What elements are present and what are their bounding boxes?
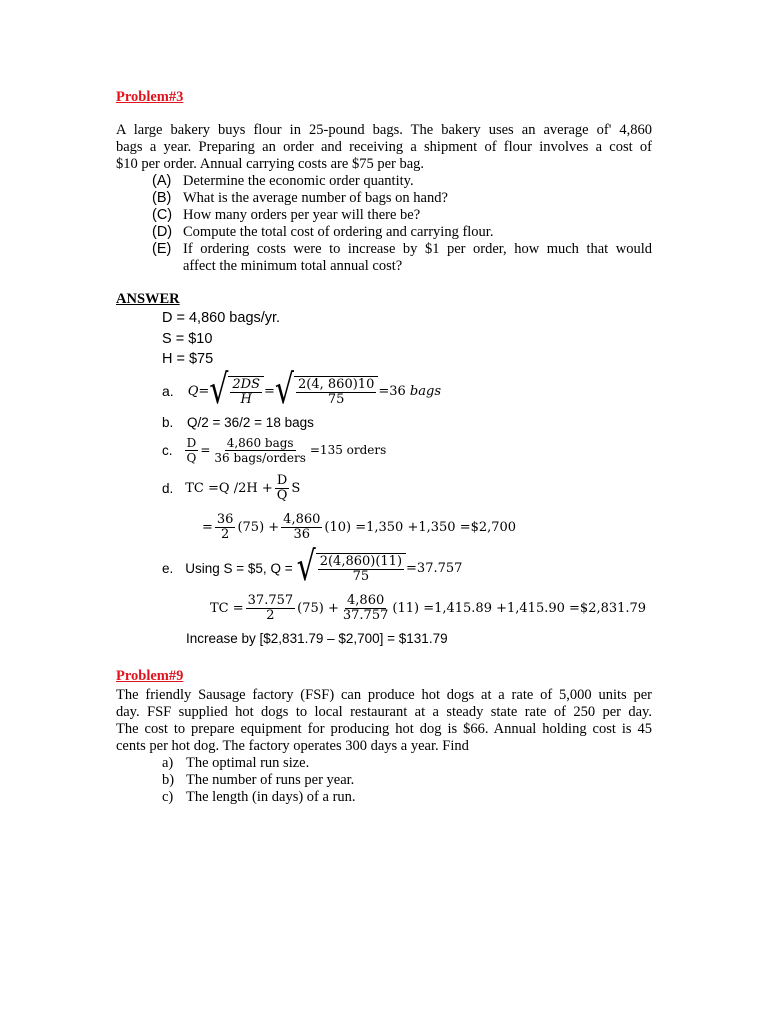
eoq-symbol: Q — [187, 383, 199, 399]
orders-formula-denominator: Q — [186, 450, 197, 465]
eoq-values-denominator: 75 — [327, 391, 345, 407]
problem-3-title: Problem#3 — [116, 89, 184, 105]
answer-c: c. $\frac{D}{Q}$ = $\frac{\text{4,860 bags}}{\text{36 bags/orders}}$ =135 orders — [162, 435, 387, 465]
new-tc-n2: 4,860 — [347, 592, 385, 608]
new-eoq-sqrt: √ $\frac{2(4,860)(11)}{75}$ — [297, 553, 406, 584]
orders-values-denominator: 36 bags/orders — [214, 450, 306, 465]
new-tc-n1: 37.757 — [247, 592, 294, 608]
p9-question-b-label: b) — [162, 772, 175, 788]
new-tc-d2: 37.757 — [342, 607, 389, 623]
tc-d1: 2 — [221, 526, 230, 542]
eoq-formula-numerator: 2DS — [232, 376, 260, 392]
answer-a — [162, 366, 441, 414]
answer-d-calc — [202, 509, 516, 545]
given-holding-cost: H = $75 — [162, 351, 214, 367]
eoq-values-sqrt: √ $\frac{2(4, 860)10}{75}$ — [275, 376, 378, 407]
p9-question-c-text: The length (in days) of a run. — [186, 789, 356, 805]
answer-a-label: a. — [162, 382, 174, 399]
question-a-text: Determine the economic order quantity. — [183, 173, 414, 189]
answer-heading: ANSWER — [116, 291, 180, 307]
question-a-label: (A) — [152, 173, 172, 189]
eoq-values-numerator: 2(4, 860)10 — [298, 376, 375, 392]
question-b-label: (B) — [152, 190, 172, 206]
new-tc-m2: (11) =1,415.89 +1,415.90 =$2,831.79 — [392, 600, 647, 616]
problem-3-line-3: $10 per order. Annual carrying costs are $75 per bag. — [116, 156, 425, 172]
p9-question-a-label: a) — [162, 755, 174, 771]
answer-e-intro: Using S = $5, Q = — [185, 560, 293, 576]
tc-formula-numerator: D — [276, 472, 288, 488]
tc-m2: (10) =1,350 +1,350 =$2,700 — [324, 519, 517, 535]
problem-9-line-1: The friendly Sausage factory (FSF) can produce hot dogs at a rate of 5,000 units per — [116, 687, 652, 703]
answer-e-label: e. — [162, 560, 174, 576]
tc-formula-s: S — [291, 480, 301, 496]
question-d-text: Compute the total cost of ordering and carrying flour. — [183, 224, 494, 240]
tc-d2: 36 — [293, 526, 311, 542]
orders-result: =135 orders — [309, 442, 387, 457]
eoq-result: =36 — [378, 383, 406, 399]
problem-9-line-2: day. FSF supplied hot dogs to local restaurant at a steady state rate of 250 per day. — [116, 704, 652, 720]
problem-9-title: Problem#9 — [116, 668, 184, 684]
question-c-text: How many orders per year will there be? — [183, 207, 421, 223]
question-e-text: If ordering costs were to increase by $1 per order, how much that would — [183, 241, 652, 257]
new-tc-label: TC = — [210, 600, 244, 616]
new-tc-m1: (75) + — [297, 600, 339, 616]
tc-n2: 4,860 — [283, 511, 321, 527]
problem-3-line-1: A large bakery buys flour in 25-pound bags. The bakery uses an average of' 4,860 — [116, 122, 652, 138]
p9-question-c-label: c) — [162, 789, 174, 805]
p9-question-a-text: The optimal run size. — [186, 755, 310, 771]
new-tc-d1: 2 — [266, 607, 275, 623]
question-d-label: (D) — [152, 224, 173, 240]
answer-b-text: Q/2 = 36/2 = 18 bags — [187, 415, 314, 430]
question-e-text-cont: affect the minimum total annual cost? — [183, 258, 403, 274]
answer-c-label: c. — [162, 442, 173, 458]
tc-m1: (75) + — [237, 519, 280, 535]
given-demand: D = 4,860 bags/yr. — [162, 310, 281, 326]
answer-e-tc — [210, 590, 646, 626]
increase-statement: Increase by [$2,831.79 – $2,700] = $131.79 — [186, 631, 448, 646]
problem-3-line-2: bags a year. Preparing an order and receiving a shipment of flour involves a cost of — [116, 139, 652, 155]
tc-formula-denominator: Q — [276, 487, 288, 503]
tc-n1: 36 — [216, 511, 234, 527]
new-eoq-denominator: 75 — [352, 568, 370, 584]
equals-sign: = — [198, 383, 210, 399]
new-eoq-result: =37.757 — [406, 560, 463, 576]
question-e-label: (E) — [152, 241, 172, 257]
question-b-text: What is the average number of bags on hand? — [183, 190, 448, 206]
answer-b-label: b. — [162, 415, 174, 430]
problem-9-line-4: cents per hot dog. The factory operates 300 days a year. Find — [116, 738, 469, 754]
problem-9-line-3: The cost to prepare equipment for producing hot dog is $66. Annual holding cost is 45 — [116, 721, 652, 737]
orders-formula-numerator: D — [186, 435, 197, 450]
equals-sign: = — [202, 519, 213, 535]
answer-d-label: d. — [162, 480, 174, 496]
tc-formula-lhs: TC =Q /2H + — [185, 480, 273, 496]
answer-e-q — [162, 543, 463, 591]
eoq-formula-sqrt: √ $\frac{2DS}{H}$ — [209, 376, 264, 407]
new-eoq-numerator: 2(4,860)(11) — [319, 553, 403, 569]
eoq-unit: bags — [409, 383, 441, 399]
question-c-label: (C) — [152, 207, 173, 223]
eoq-formula-denominator: H — [240, 391, 252, 407]
p9-question-b-text: The number of runs per year. — [186, 772, 355, 788]
given-setup-cost: S = $10 — [162, 331, 213, 347]
orders-values-numerator: 4,860 bags — [226, 435, 294, 450]
answer-d-formula — [162, 471, 300, 505]
equals-sign: = — [264, 383, 275, 399]
